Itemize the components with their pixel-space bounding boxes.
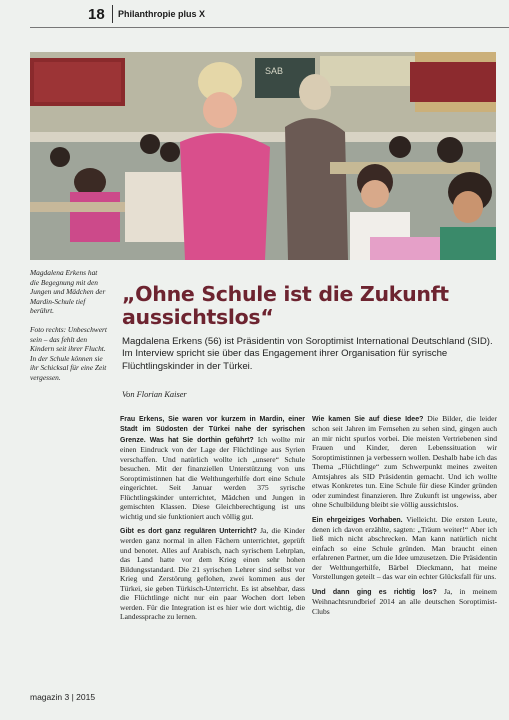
classroom-photo: [30, 52, 496, 260]
interview-answer: Ja, in meinem Weihnachtsrundbrief 2014 an alle deutschen Soroptimist-Clubs: [312, 586, 497, 616]
interview-answer: Ich wollte mir einen Eindruck von der Lage der Flüchtlinge aus Syrien verschaffen. Und natürlich wollte ich „unsere“ Schule besuchen. Mit der finanziellen Unterstützung von uns Soroptimistinnen hat die Welthungerhilfe dort eine Schule eingerichtet. Seit Januar werden 375 syrische Flüchtlingskinder unterrichtet, Mädchen und Jungen in gemischten Klassen. Diese Gleichberechtigung ist uns wichtig und sie funktioniert auch völlig gut.: [120, 434, 305, 521]
interview-paragraph: [120, 414, 305, 521]
interview-answer: Die Bilder, die leider schon seit Jahren im Fernsehen zu sehen sind, gingen auch an mir nicht spurlos vorbei. Die meisten Vertriebenen sind Frauen und Kinder, deren Lebenssituation wir Soroptimistinnen ja verbessern wollen. Deshalb habe ich das Thema „Flüchtlinge“ zum Schwerpunkt meines zweiten Amtsjahres als SID Präsidentin gemacht. Und ich wollte etwas Konkretes tun. Eine Schule für diese Kinder gründen oder zumindest finanzieren. Ihre Zukunft ist ungewiss, aber ohne Schulbildung bleibt sie völlig aussichtslos.: [312, 414, 497, 510]
article-lead: Magdalena Erkens (56) ist Präsidentin von Soroptimist International Deutschland (SID). Im Interview spricht sie über das Engagement ihrer Organisation für syrische Flüchtlingskinder in der Türkei.: [122, 336, 493, 372]
caption-photo-right: Foto rechts: Unbeschwert sein – das fehlt den Kindern seit ihrer Flucht. In der Schule können sie ihr Schicksal für eine Zeit vergessen.: [30, 324, 107, 382]
interview-question: Und dann ging es richtig los?: [312, 588, 437, 596]
interview-paragraph: [312, 587, 497, 616]
header-rule: [30, 27, 509, 28]
author-byline: Von Florian Kaiser: [122, 390, 187, 399]
headline-line-1: „Ohne Schule ist die Zukunft: [122, 282, 449, 306]
photo-caption: [30, 268, 108, 392]
header-divider: [112, 5, 113, 23]
interview-question: Ein ehrgeiziges Vorhaben.: [312, 516, 403, 524]
caption-main: Magdalena Erkens hat die Begegnung mit den Jungen und Mädchen der Mardin-Schule tief berührt.: [30, 268, 106, 316]
interview-question: Wie kamen Sie auf diese Idee?: [312, 416, 424, 423]
section-title: Philanthropie plus X: [118, 9, 206, 19]
page-footer: magazin 3 | 2015: [30, 692, 96, 702]
page-number: 18: [88, 6, 105, 23]
classroom-photo-illustration: [30, 52, 496, 260]
interview-answer: Vielleicht. Die ersten Leute, denen ich davon erzählte, sagten: „Träum weiter!“ Aber ich ließ mich nicht abschrecken. Man kann natürlich nicht einfach so eine Schule gründen. Man braucht einen erfahrenen Partner, um die Idee umzusetzen. Die Präsidentin der Welthungerhilfe, Bärbel Dieckmann, hat meine Vorstellungen geteilt – das war ein echter Glücksfall für uns.: [312, 514, 497, 582]
interview-question: Frau Erkens, Sie waren vor kurzem in Mardin, einer Stadt im Südosten der Türkei nahe der syrischen Grenze. Was hat Sie dorthin geführt?: [120, 416, 305, 444]
interview-paragraph: [312, 515, 497, 582]
board-label: SAB: [265, 66, 284, 76]
headline-line-2: aussichtslos“: [122, 305, 274, 329]
interview-question: Gibt es dort ganz regulären Unterricht?: [120, 527, 257, 535]
text-column-right: [312, 414, 497, 621]
text-column-left: [120, 414, 305, 627]
article-headline: [122, 283, 502, 329]
page-header: [0, 0, 509, 30]
interview-paragraph: [120, 526, 305, 622]
interview-answer: Ja, die Kinder werden ganz normal in allen Fächern unterrichtet, geprüft und benotet. Alles auf Arabisch, nach syrischem Lehrplan, das Land hatte vor dem Krieg einen sehr hohen Bildungsstandard. Die 21 syrischen Lehrer sind selbst vor Krieg und Zerstörung geflohen, zwei kommen aus der Türkei, sie geben Türkisch-Unterricht. Es ist absehbar, dass die Flüchtlinge nicht nur ein paar Wochen dort leben werden. Für die Integration ist es hier wie dort wichtig, die Landessprache zu lernen.: [120, 525, 305, 622]
interview-paragraph: [312, 414, 497, 510]
